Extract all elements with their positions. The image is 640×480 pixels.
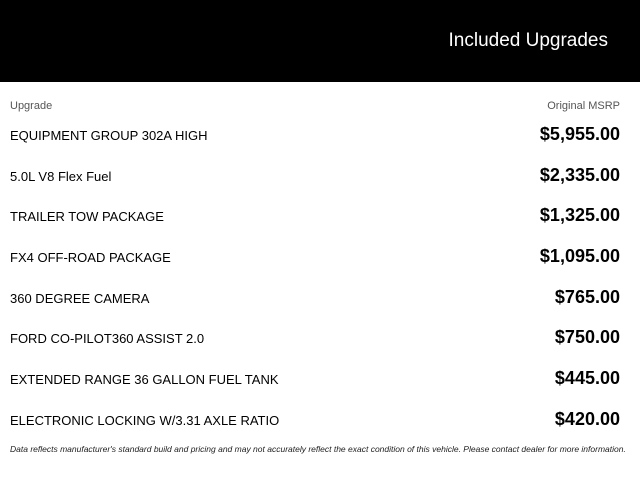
upgrade-name: TRAILER TOW PACKAGE	[10, 209, 164, 225]
upgrade-name: FX4 OFF-ROAD PACKAGE	[10, 250, 171, 266]
page-title: Included Upgrades	[448, 30, 608, 51]
upgrade-name: ELECTRONIC LOCKING W/3.31 AXLE RATIO	[10, 412, 280, 428]
upgrade-price: $5,955.00	[539, 124, 620, 144]
upgrade-name: FORD CO-PILOT360 ASSIST 2.0	[10, 331, 205, 347]
column-headers	[10, 100, 620, 114]
column-header-msrp: Original MSRP	[547, 100, 620, 112]
list-item	[10, 401, 620, 442]
upgrade-name: EQUIPMENT GROUP 302A HIGH	[10, 128, 208, 143]
upgrade-price: $1,325.00	[539, 205, 620, 226]
header-bar	[0, 0, 640, 82]
upgrade-price: $765.00	[554, 286, 620, 307]
list-item	[10, 319, 620, 360]
disclaimer-text: Data reflects manufacturer's standard build and pricing and may not accurately reflect the exact condition of this vehicle. Please contact dealer for more information.	[10, 444, 626, 454]
upgrade-price: $1,095.00	[539, 246, 620, 267]
list-item	[10, 238, 620, 279]
list-item	[10, 360, 620, 401]
upgrade-price: $2,335.00	[539, 164, 620, 185]
upgrade-name: 360 DEGREE CAMERA	[10, 290, 150, 306]
list-item	[10, 197, 620, 238]
list-item	[10, 116, 620, 157]
column-header-upgrade: Upgrade	[10, 100, 53, 112]
upgrade-name: EXTENDED RANGE 36 GALLON FUEL TANK	[10, 372, 279, 388]
upgrade-price: $750.00	[554, 327, 620, 348]
list-item	[10, 157, 620, 198]
upgrade-price: $445.00	[554, 368, 620, 389]
upgrade-price: $420.00	[554, 408, 620, 429]
list-item	[10, 279, 620, 320]
upgrade-name: 5.0L V8 Flex Fuel	[10, 168, 112, 184]
upgrades-list	[10, 116, 620, 442]
